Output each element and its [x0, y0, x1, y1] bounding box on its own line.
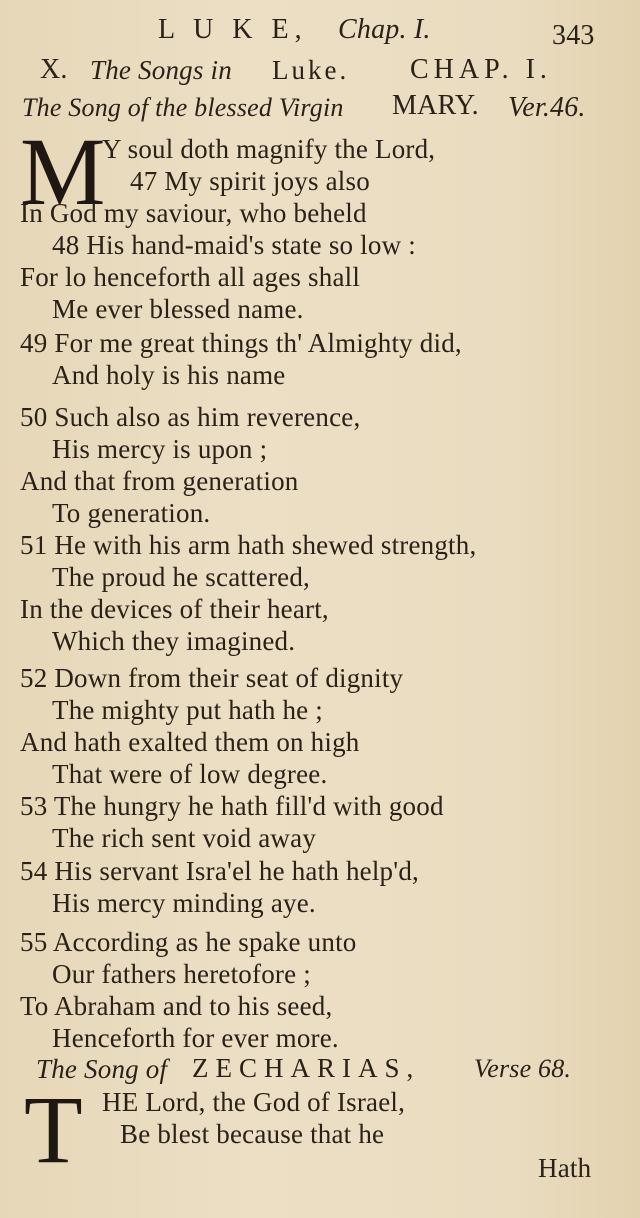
verse-line: 55 According as he spake unto — [20, 927, 357, 957]
verse-line: 49 For me great things th' Almighty did, — [20, 328, 462, 358]
section-chapter: CHAP. I. — [410, 54, 552, 85]
verse-line: 51 He with his arm hath shewed strength, — [20, 530, 477, 560]
verse-line: The mighty put hath he ; — [52, 695, 324, 725]
section-title: The Songs in — [90, 55, 232, 85]
verse-line: His mercy minding aye. — [52, 888, 316, 918]
verse-line: To generation. — [52, 498, 211, 528]
verse-line: 50 Such also as him reverence, — [20, 402, 361, 432]
verse-line: In the devices of their heart, — [20, 594, 329, 624]
song-title-zecharias-verse: Verse 68. — [474, 1054, 572, 1083]
dropcap-m: M — [20, 118, 106, 225]
running-title: L U K E, — [158, 14, 308, 45]
verse-line: 54 His servant Isra'el he hath help'd, — [20, 856, 419, 886]
verse-line: Our fathers heretofore ; — [52, 959, 311, 989]
verse-line: 48 His hand-maid's state so low : — [52, 230, 416, 260]
verse-line: Me ever blessed name. — [52, 294, 304, 324]
verse-line: And that from generation — [20, 466, 299, 496]
page-number: 343 — [552, 20, 595, 51]
verse-line: To Abraham and to his seed, — [20, 991, 333, 1021]
verse-line: That were of low degree. — [52, 759, 328, 789]
section-book: Luke. — [272, 55, 350, 85]
verse-line: For lo henceforth all ages shall — [20, 262, 361, 292]
song-title-zecharias-name: ZECHARIAS, — [192, 1053, 421, 1083]
verse-line: 53 The hungry he hath fill'd with good — [20, 791, 444, 821]
chapter-ref: Chap. I. — [338, 14, 431, 45]
song-title-mary: The Song of the blessed Virgin — [22, 93, 344, 122]
verse-line: The proud he scattered, — [52, 562, 310, 592]
verse-line: And hath exalted them on high — [20, 727, 360, 757]
verse-line: Henceforth for ever more. — [52, 1023, 339, 1053]
verse-line: 47 My spirit joys also — [130, 166, 370, 196]
verse-line: The rich sent void away — [52, 823, 317, 853]
verse-line: His mercy is upon ; — [52, 434, 268, 464]
verse-line: Which they imagined. — [52, 626, 296, 656]
dropcap-t: T — [24, 1076, 83, 1183]
section-number: X. — [40, 54, 68, 85]
song-title-mary-name: MARY. — [392, 90, 479, 121]
verse-line: In God my saviour, who beheld — [20, 198, 367, 228]
song-title-mary-verse: Ver.46. — [508, 92, 586, 123]
song-title-zecharias: The Song of — [36, 1054, 168, 1084]
verse-line: HE Lord, the God of Israel, — [102, 1087, 406, 1117]
catchword: Hath — [538, 1153, 592, 1183]
verse-line: Be blest because that he — [120, 1119, 385, 1149]
verse-line: 52 Down from their seat of dignity — [20, 663, 404, 693]
verse-line: Y soul doth magnify the Lord, — [102, 134, 436, 164]
verse-line: And holy is his name — [52, 360, 286, 390]
